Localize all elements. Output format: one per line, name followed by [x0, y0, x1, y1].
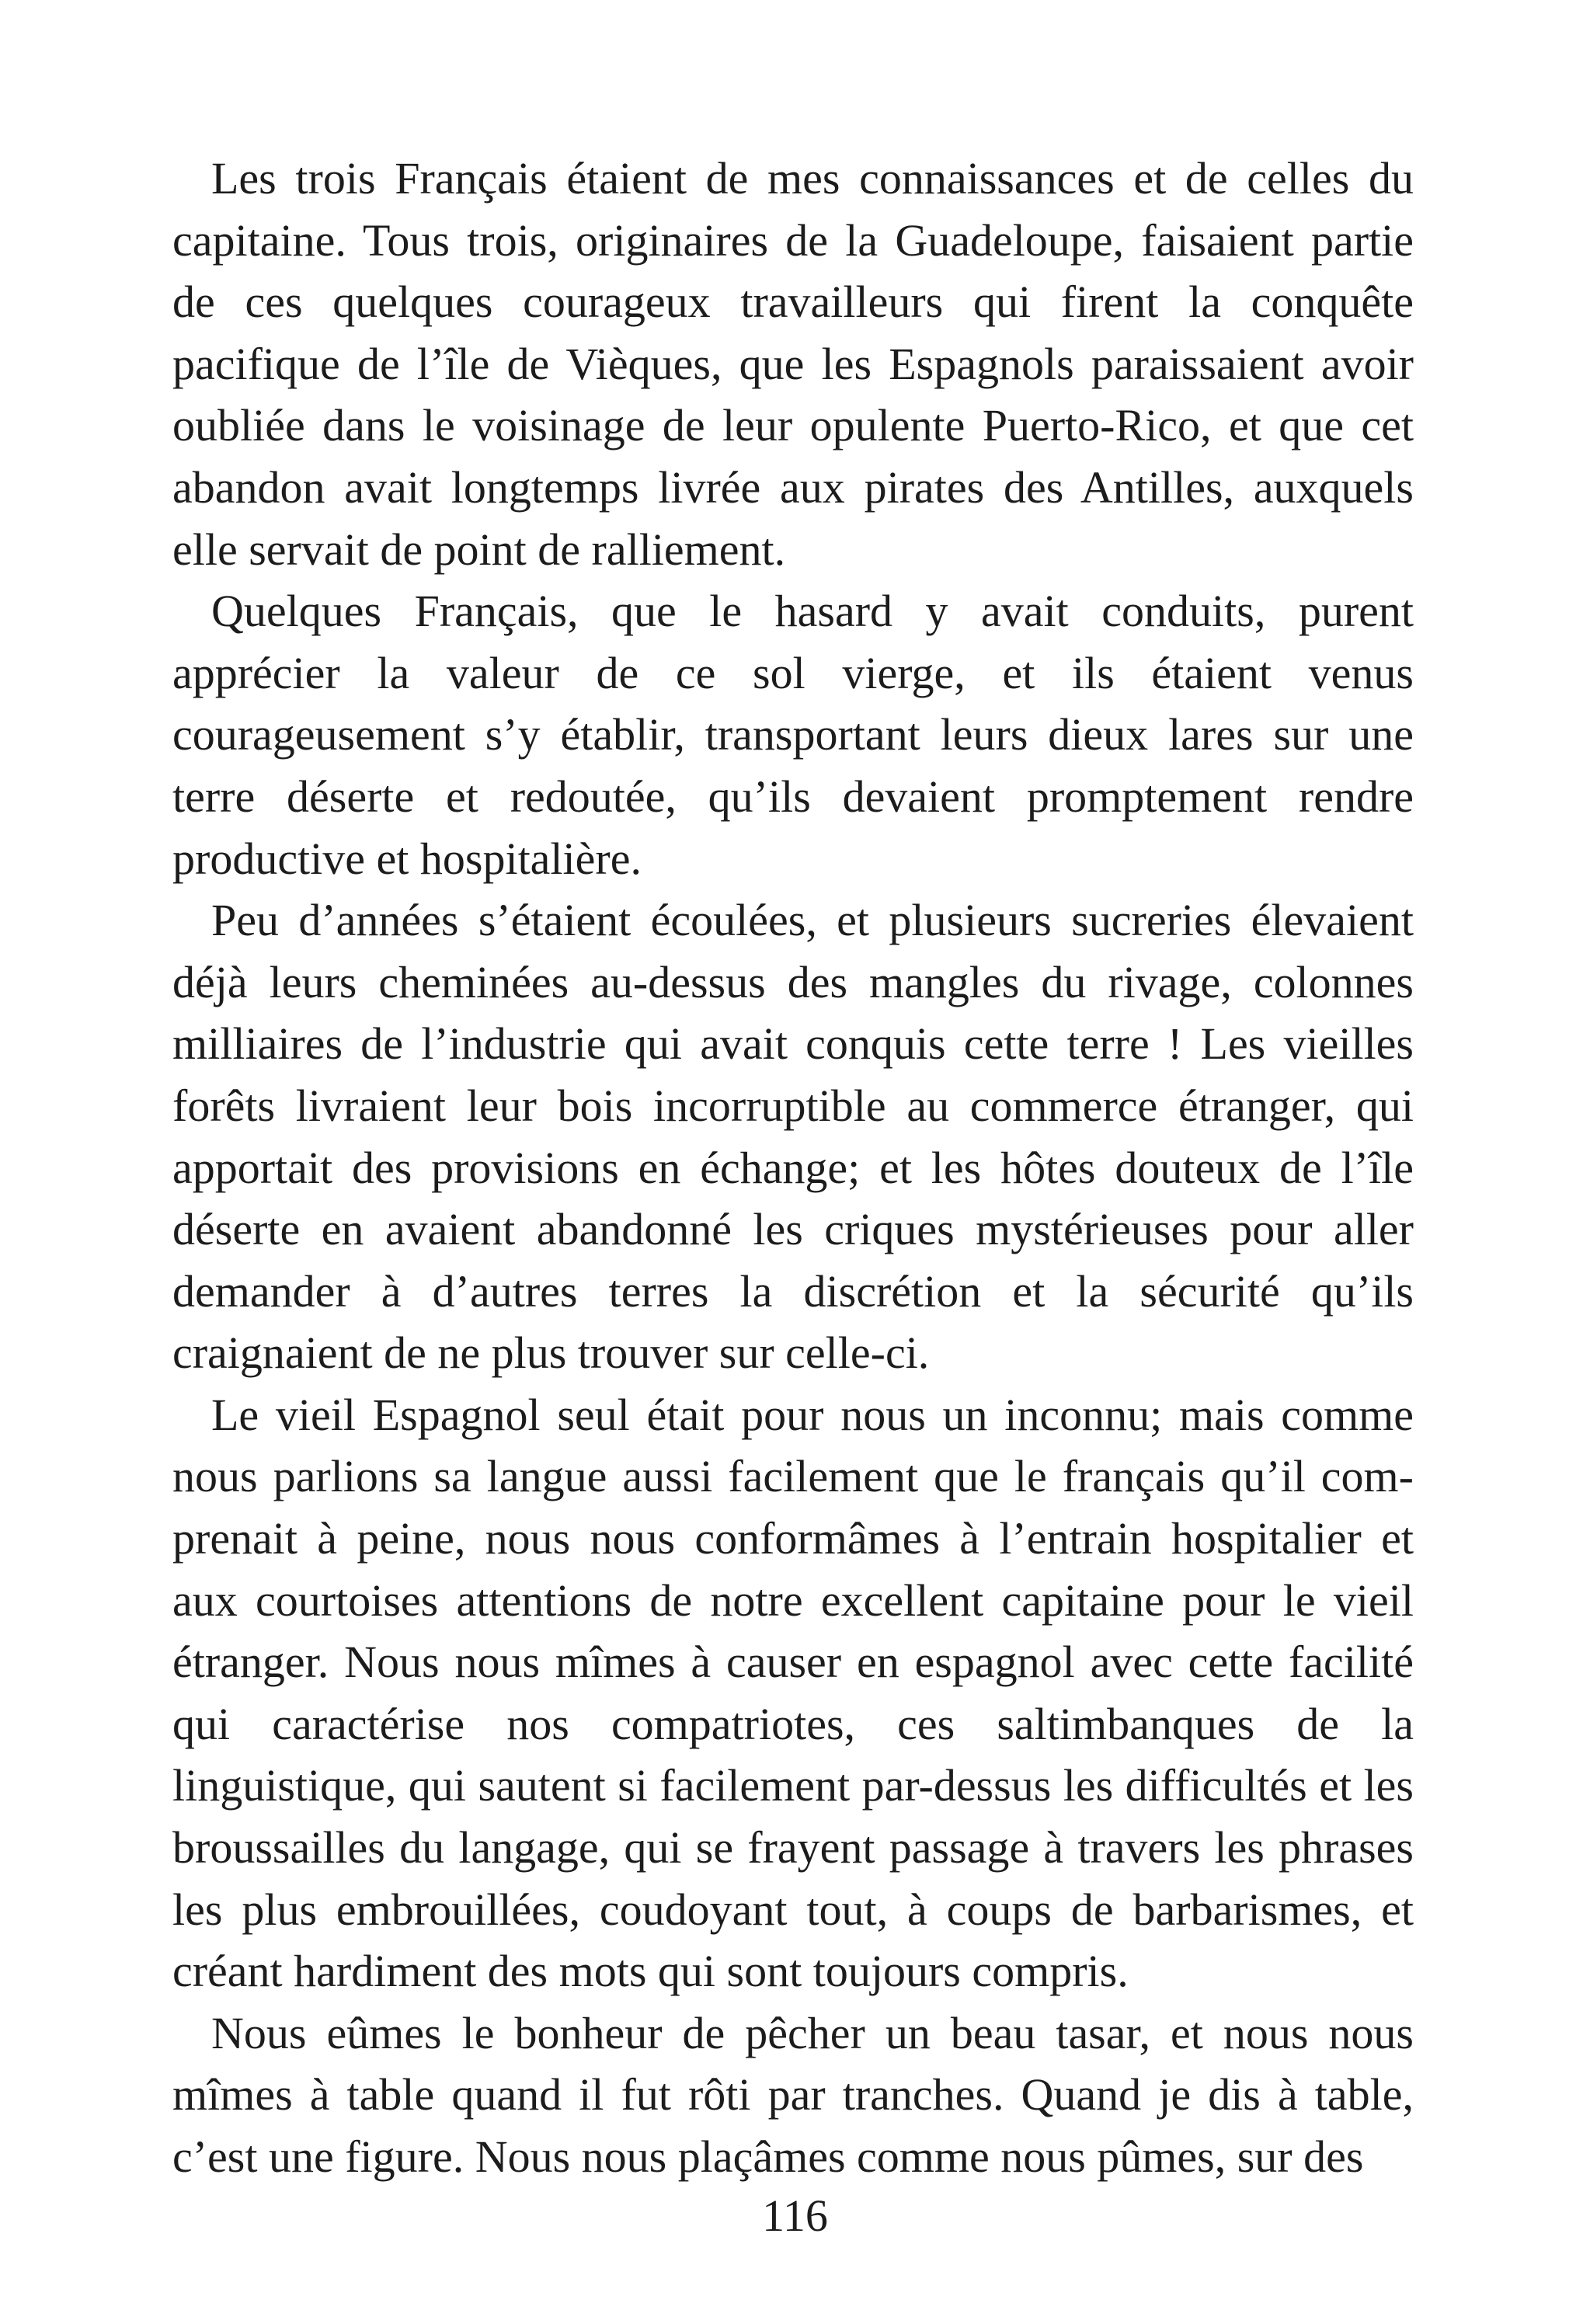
- paragraph-3: Peu d’années s’étaient écoulées, et plusieurs sucreries élevaient déjà leurs cheminées au-dessus des mangles du rivage, colonnes milliaires de l’industrie qui avait conquis cette terre ! Les vieilles forêts livraient leur bois incorruptible au commerce étranger, qui apportait des provisions en échange; et les hôtes douteux de l’île déserte en avaient abandonné les criques mystérieuses pour aller demander à d’autres terres la discrétion et la sécurité qu’ils craignaient de ne plus trouver sur celle-ci.: [172, 895, 1414, 1379]
- paragraph-4: Le vieil Espagnol seul était pour nous un inconnu; mais comme nous parlions sa langue aussi facilement que le français qu’il comprenait à peine, nous nous conformâmes à l’entrain hospitalier et aux courtoises attentions de notre excellent capitaine pour le vieil étranger. Nous nous mîmes à causer en espagnol avec cette facilité qui caractérise nos compatriotes, ces saltimbanques de la linguistique, qui sautent si facilement par-dessus les difficultés et les broussailles du langage, qui se frayent passage à travers les phrases les plus embrouillées, coudoyant tout, à coups de barbarismes, et créant hardiment des mots qui sont toujours compris.: [172, 1389, 1414, 1997]
- page-number: 116: [762, 2190, 828, 2241]
- paragraph-2: Quelques Français, que le hasard y avait conduits, purent apprécier la valeur de ce sol vierge, et ils étaient venus courageusement s’y établir, transportant leurs dieux lares sur une terre déserte et redoutée, qu’ils devaient promptement rendre productive et hospitalière.: [172, 586, 1414, 884]
- page-body: [172, 148, 1414, 2188]
- paragraph-5: Nous eûmes le bonheur de pêcher un beau tasar, et nous nous mîmes à table quand il fut rôti par tranches. Quand je dis à table, c’est une figure. Nous nous plaçâmes comme nous pûmes, sur des: [172, 2007, 1414, 2182]
- paragraph-1: Les trois Français étaient de mes connaissances et de celles du capitaine. Tous trois, originaires de la Guadeloupe, faisaient partie de ces quelques courageux travailleurs qui firent la conquête pacifique de l’île de Vièques, que les Espagnols paraissaient avoir oubliée dans le voisinage de leur opulente Puerto-Rico, et que cet abandon avait longtemps livrée aux pirates des Antilles, auxquels elle servait de point de ralliement.: [172, 153, 1414, 575]
